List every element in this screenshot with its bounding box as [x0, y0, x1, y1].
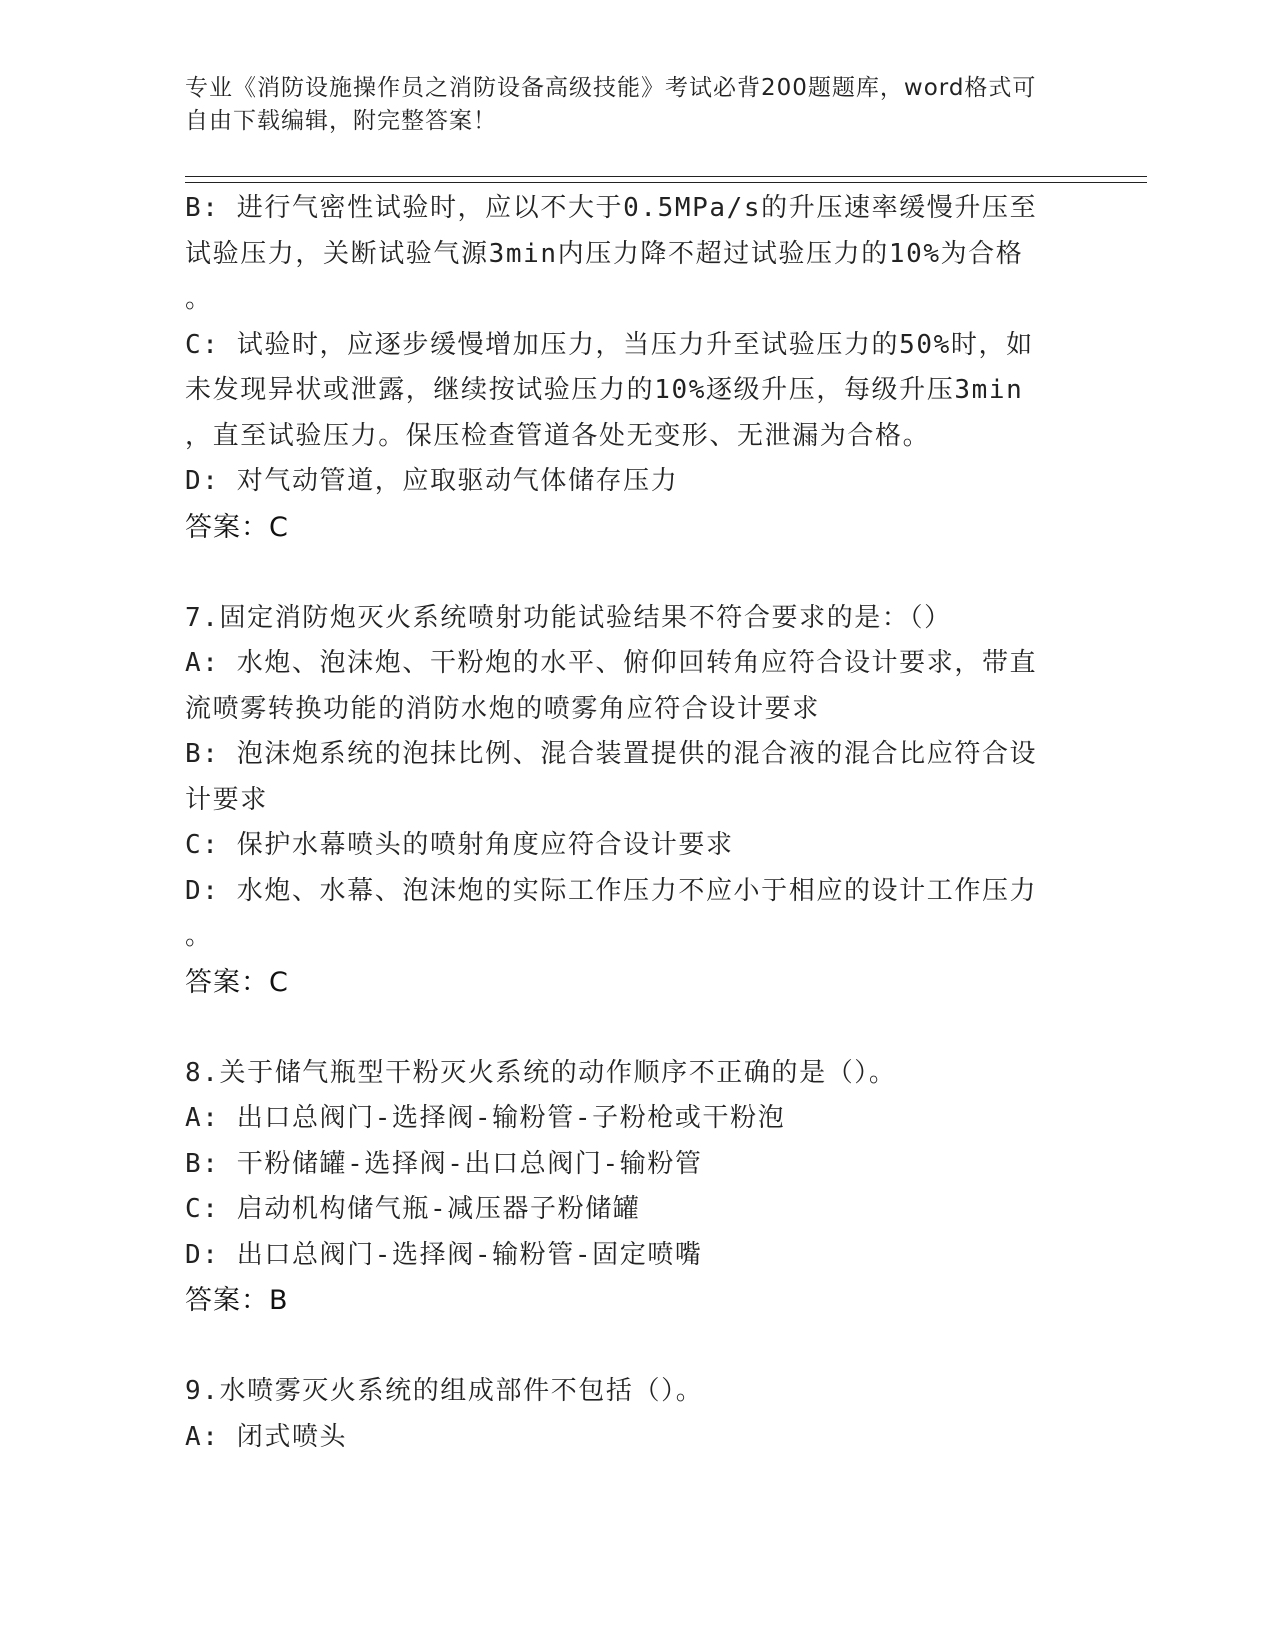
option-d-line: D: 对气动管道，应取驱动气体储存压力: [185, 466, 679, 496]
spacer: [185, 1005, 1075, 1051]
option-b-line: 计要求: [185, 784, 268, 815]
answer-label: 答案：B: [185, 1285, 289, 1316]
option-a-line: 流喷雾转换功能的消防水炮的喷雾角应符合设计要求: [185, 693, 820, 724]
option-a-line: A: 闭式喷头: [185, 1421, 348, 1452]
option-d-line: D: 出口总阀门-选择阀-输粉管-固定喷嘴: [185, 1239, 703, 1270]
option-c-line: C: 启动机构储气瓶-减压器子粉储罐: [185, 1194, 641, 1224]
question-text: 8.关于储气瓶型干粉灭火系统的动作顺序不正确的是（）。: [185, 1057, 897, 1088]
question-list: [185, 186, 1075, 1460]
option-c-line: C: 试验时，应逐步缓慢增加压力，当压力升至试验压力的50%时，如: [185, 329, 1034, 360]
question-text: 7.固定消防炮灭火系统喷射功能试验结果不符合要求的是：（）: [185, 602, 952, 633]
option-c-line: ，直至试验压力。保压检查管道各处无变形、无泄漏为合格。: [185, 420, 931, 451]
answer-label: 答案：C: [185, 511, 289, 543]
header-divider-top: [185, 176, 1147, 177]
question-9: [185, 1369, 1075, 1460]
option-b-line: 。: [185, 284, 213, 314]
option-a-line: A: 水炮、泡沫炮、干粉炮的水平、俯仰回转角应符合设计要求，带直: [185, 648, 1038, 678]
spacer: [185, 1324, 1075, 1370]
document-header: [185, 72, 1065, 138]
spacer: [185, 550, 1075, 596]
option-d-line: D: 水炮、水幕、泡沫炮的实际工作压力不应小于相应的设计工作压力: [185, 875, 1038, 906]
question-7: [185, 596, 1075, 1006]
option-b-line: 试验压力，关断试验气源3min内压力降不超过试验压力的10%为合格: [185, 238, 1024, 269]
option-b-line: B: 干粉储罐-选择阀-出口总阀门-输粉管: [185, 1148, 703, 1179]
option-c-line: C: 保护水幕喷头的喷射角度应符合设计要求: [185, 830, 734, 860]
answer-label: 答案：C: [185, 966, 289, 998]
option-a-line: A: 出口总阀门-选择阀-输粉管-子粉枪或干粉泡: [185, 1103, 786, 1133]
question-text: 9.水喷雾灭火系统的组成部件不包括（）。: [185, 1376, 704, 1406]
header-line-1: 专业《消防设施操作员之消防设备高级技能》考试必背200题题库，word格式可: [185, 75, 1037, 101]
option-c-line: 未发现异状或泄露，继续按试验压力的10%逐级升压，每级升压3min: [185, 375, 1024, 405]
question-8: [185, 1051, 1075, 1324]
question-6: [185, 186, 1075, 550]
header-line-2: 自由下载编辑，附完整答案！: [185, 108, 497, 134]
header-divider-bottom: [185, 182, 1147, 183]
option-b-line: B: 进行气密性试验时，应以不大于0.5MPa/s的升压速率缓慢升压至: [185, 193, 1038, 223]
option-d-line: 。: [185, 921, 213, 951]
option-b-line: B: 泡沫炮系统的泡抹比例、混合装置提供的混合液的混合比应符合设: [185, 739, 1038, 769]
